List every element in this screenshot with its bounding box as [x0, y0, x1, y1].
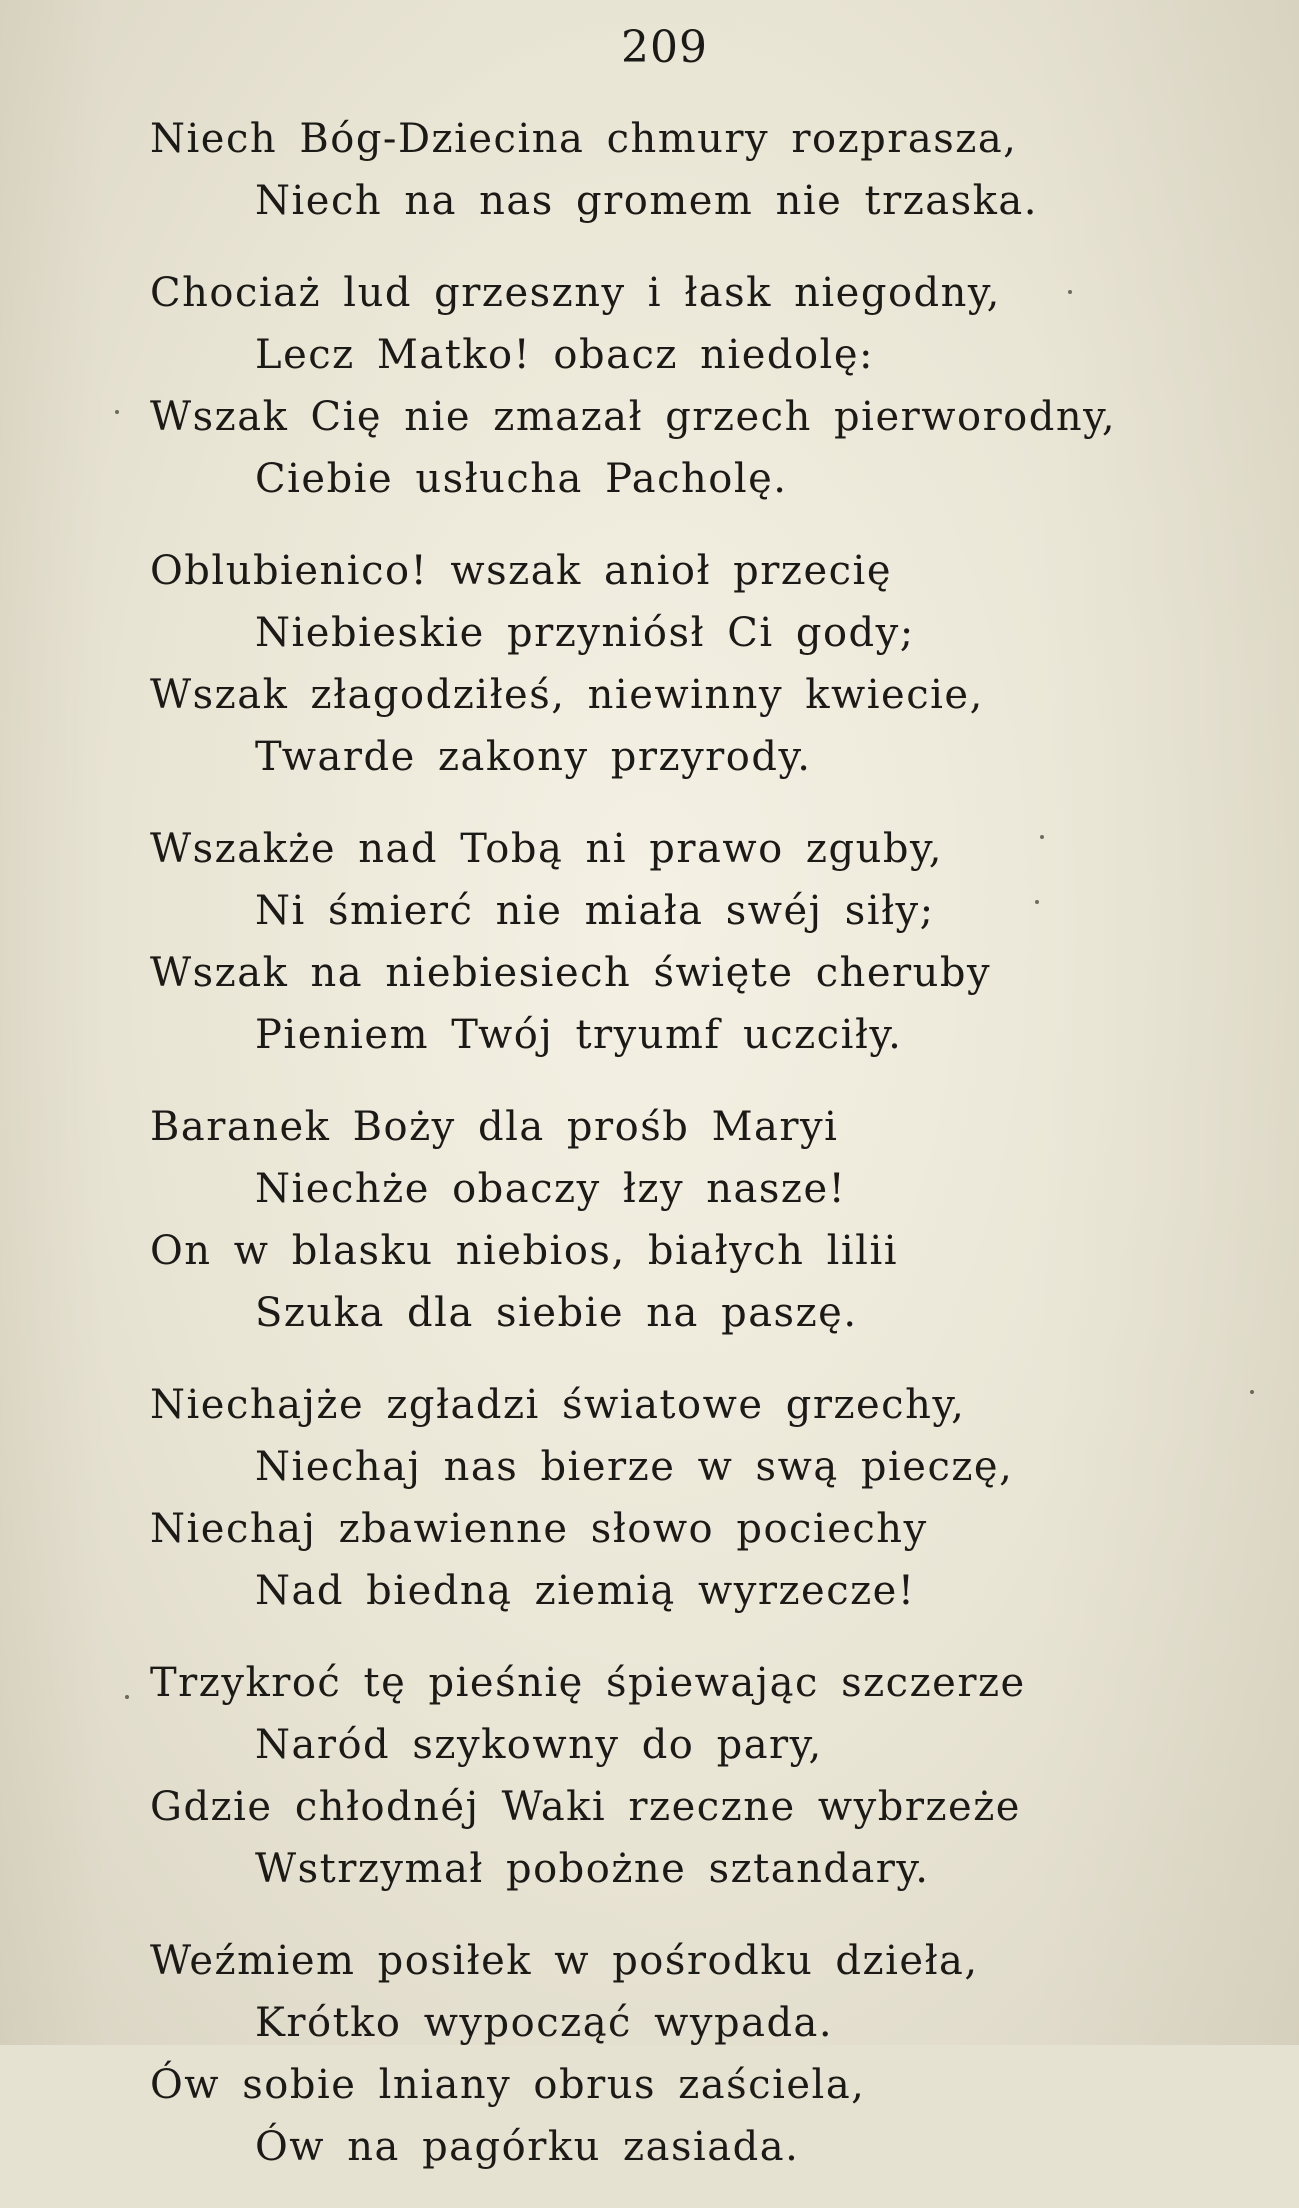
poem-line: Wszak na niebiesiech święte cheruby: [150, 950, 992, 996]
poem-line: Niechże obaczy łzy nasze!: [255, 1166, 847, 1212]
poem-line: Niechajże zgładzi światowe grzechy,: [150, 1382, 966, 1428]
poem-line: Weźmiem posiłek w pośrodku dzieła,: [150, 1938, 979, 1984]
poem-line: Chociaż lud grzeszny i łask niegodny,: [150, 270, 1001, 316]
poem-line: Lecz Matko! obacz niedolę:: [255, 332, 874, 378]
poem-line: Pieniem Twój tryumf uczciły.: [255, 1012, 903, 1058]
stanza-6: [150, 1374, 1150, 1622]
poem: [150, 108, 1150, 2208]
poem-line: Nad biedną ziemią wyrzecze!: [255, 1568, 916, 1614]
poem-line: Twarde zakony przyrody.: [255, 734, 812, 780]
stanza-3: [150, 540, 1150, 788]
poem-line: Niech na nas gromem nie trzaska.: [255, 178, 1038, 224]
poem-line: Wszakże nad Tobą ni prawo zguby,: [150, 826, 943, 872]
stanza-5: [150, 1096, 1150, 1344]
poem-line: Szuka dla siebie na paszę.: [255, 1290, 858, 1336]
stanza-8: [150, 1930, 1150, 2178]
poem-line: Wszak złagodziłeś, niewinny kwiecie,: [150, 672, 984, 718]
poem-line: Krótko wypocząć wypada.: [255, 2000, 834, 2046]
paper-speck: [1035, 900, 1039, 904]
poem-line: Niebieskie przyniósł Ci gody;: [255, 610, 915, 656]
poem-line: Oblubienico! wszak anioł przecię: [150, 548, 892, 594]
stanza-2: [150, 262, 1150, 510]
stanza-4: [150, 818, 1150, 1066]
paper-speck: [125, 1695, 129, 1699]
poem-line: Niechaj nas bierze w swą pieczę,: [255, 1444, 1014, 1490]
poem-line: Ni śmierć nie miała swéj siły;: [255, 888, 935, 934]
poem-line: Ów na pagórku zasiada.: [255, 2124, 800, 2170]
poem-line: On w blasku niebios, białych lilii: [150, 1228, 899, 1274]
poem-line: Niechaj zbawienne słowo pociechy: [150, 1506, 928, 1552]
page-number: 209: [621, 22, 708, 73]
poem-line: Ów sobie lniany obrus zaściela,: [150, 2062, 866, 2108]
poem-line: Trzykroć tę pieśnię śpiewając szczerze: [150, 1660, 1026, 1706]
poem-line: Niech Bóg-Dziecina chmury rozprasza,: [150, 116, 1018, 162]
paper-speck: [115, 410, 119, 414]
paper-speck: [1040, 835, 1044, 839]
poem-line: Wszak Cię nie zmazał grzech pierworodny,: [150, 394, 1117, 440]
stanza-7: [150, 1652, 1150, 1900]
poem-line: Wstrzymał pobożne sztandary.: [255, 1846, 930, 1892]
poem-line: Naród szykowny do pary,: [255, 1722, 823, 1768]
poem-line: Ciebie usłucha Pacholę.: [255, 456, 788, 502]
poem-line: Gdzie chłodnéj Waki rzeczne wybrzeże: [150, 1784, 1021, 1830]
poem-line: Baranek Boży dla prośb Maryi: [150, 1104, 839, 1150]
paper-speck: [1250, 1390, 1254, 1394]
paper-speck: [1068, 290, 1072, 294]
stanza-1: [150, 108, 1150, 232]
